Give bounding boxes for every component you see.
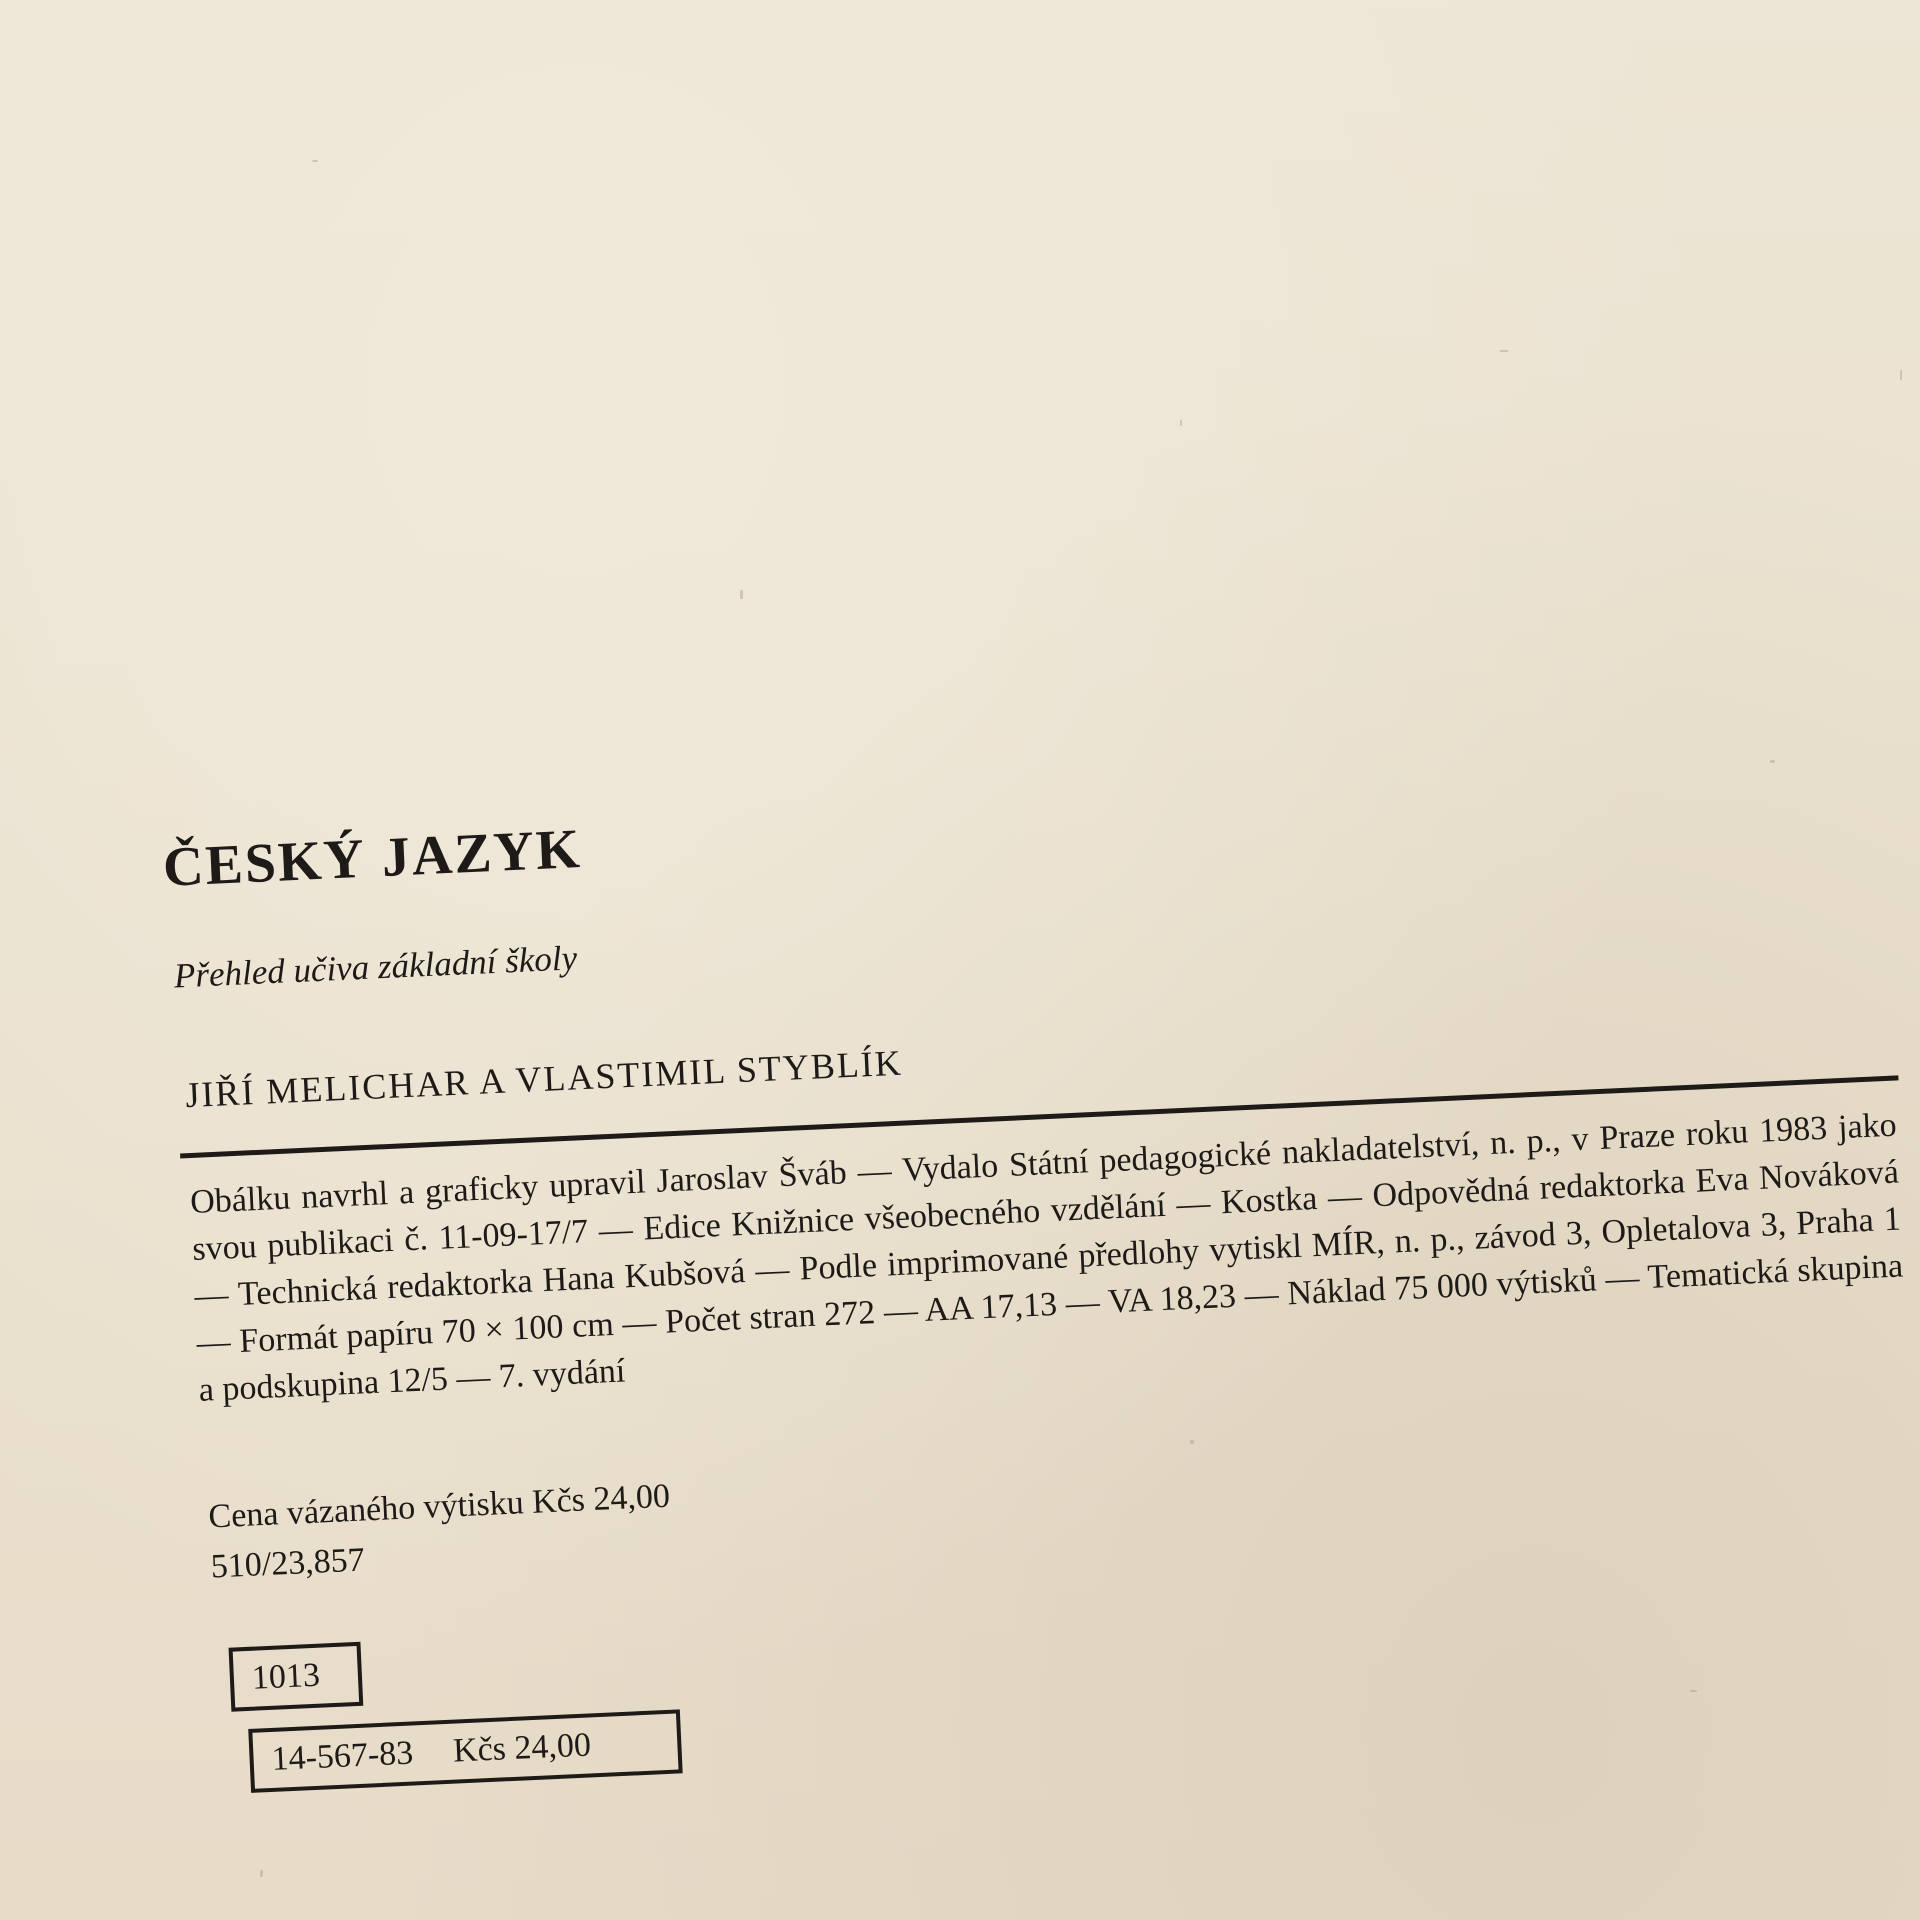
paper-fleck bbox=[1690, 1690, 1697, 1692]
colophon-text: Obálku navrhl a graficky upravil Jaroslav Šváb — Vydalo Státní pedagogické nakladatelství, n. p., v Praze roku 1983 jako svou publikaci č. 11-09-17/7 — Edice Knižnice všeobecného vzdělání — Kostka — Odpovědná redaktorka Eva Nováková — Technická redaktorka Hana Kubšová — Podle imprimované předlohy vytiskl MÍR, n. p., závod 3, Opletalova 3, Praha 1 — Formát papíru 70 × 100 cm — Počet stran 272 — AA 17,13 — VA 18,23 — Náklad 75 000 výtisků — Tematická skupina a podskupina 12/5 — 7. vydání bbox=[189, 1106, 1904, 1409]
order-number: 14-567-83 bbox=[270, 1734, 414, 1778]
order-box bbox=[248, 1709, 682, 1793]
paper-fleck bbox=[1500, 350, 1508, 352]
paper-fleck bbox=[1180, 420, 1182, 426]
paper-fleck bbox=[312, 160, 318, 162]
box-price: Kčs 24,00 bbox=[452, 1726, 592, 1770]
book-authors: JIŘÍ MELICHAR A VLASTIMIL STYBLÍK bbox=[184, 1042, 904, 1116]
paper-fleck bbox=[1770, 760, 1775, 763]
box-code bbox=[229, 1642, 364, 1712]
price-label: Cena vázaného výtisku Kčs 24,00 bbox=[207, 1477, 671, 1536]
book-subtitle: Přehled učiva základní školy bbox=[173, 938, 578, 996]
paper-fleck bbox=[740, 590, 743, 599]
paper-fleck bbox=[1190, 1440, 1194, 1444]
colophon-block bbox=[160, 720, 1918, 1778]
catalog-number: 510/23,857 bbox=[210, 1541, 366, 1586]
paper-fleck bbox=[1900, 370, 1902, 380]
box-code-value: 1013 bbox=[251, 1656, 321, 1697]
paper-fleck bbox=[260, 1870, 263, 1877]
price-section bbox=[207, 1472, 673, 1593]
book-title: ČESKÝ JAZYK bbox=[161, 817, 583, 899]
